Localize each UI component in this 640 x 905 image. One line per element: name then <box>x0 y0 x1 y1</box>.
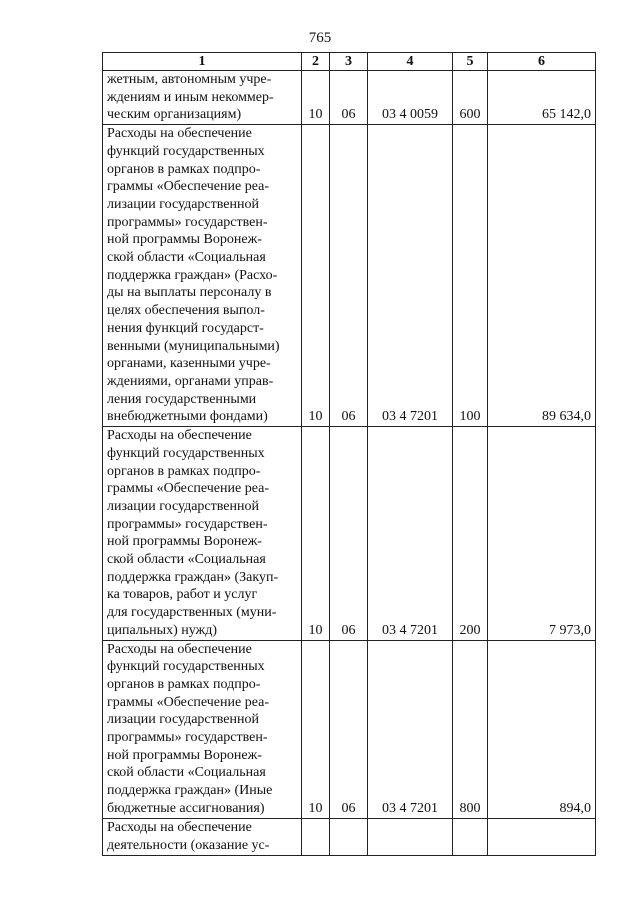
expense-type-code: 200 <box>453 427 488 640</box>
expense-type-code: 800 <box>453 640 488 818</box>
table-header-row <box>103 53 596 71</box>
description-line: органами, казенными учре- <box>107 356 271 372</box>
description-line: ческим организациям) <box>107 107 242 123</box>
target-article-code: 03 4 7201 <box>368 640 453 818</box>
header-col-3: 3 <box>330 53 368 71</box>
table-row <box>103 640 596 818</box>
description-line: функций государственных <box>107 659 265 675</box>
header-col-4: 4 <box>368 53 453 71</box>
description-line: лизации государственной <box>107 196 259 212</box>
description-line: венными (муниципальными) <box>107 338 280 354</box>
description-line: функций государственных <box>107 143 265 159</box>
row-description <box>103 71 302 125</box>
expense-type-code <box>453 818 488 855</box>
description-line: ципальных) нужд) <box>107 622 218 638</box>
description-line: для государственных (муни- <box>107 605 277 621</box>
description-line: ской области «Социальная <box>107 765 266 781</box>
description-line: Расходы на обеспечение <box>107 428 252 444</box>
row-description <box>103 640 302 818</box>
description-line: лизации государственной <box>107 498 259 514</box>
description-line: органов в рамках подпро- <box>107 161 261 177</box>
section-code: 10 <box>302 640 330 818</box>
description-line: программы» государствен- <box>107 214 268 230</box>
description-line: ной программы Воронеж- <box>107 534 262 550</box>
budget-table <box>102 52 596 856</box>
description-line: органов в рамках подпро- <box>107 676 261 692</box>
description-line: ной программы Воронеж- <box>107 232 262 248</box>
target-article-code: 03 4 0059 <box>368 71 453 125</box>
description-line: ка товаров, работ и услуг <box>107 587 258 603</box>
target-article-code: 03 4 7201 <box>368 125 453 427</box>
description-line: поддержка граждан» (Иные <box>107 783 273 799</box>
amount: 65 142,0 <box>488 71 596 125</box>
description-line: нения функций государст- <box>107 320 264 336</box>
description-line: функций государственных <box>107 445 265 461</box>
description-line: Расходы на обеспечение <box>107 641 252 657</box>
amount <box>488 818 596 855</box>
description-line: ской области «Социальная <box>107 552 266 568</box>
description-line: ной программы Воронеж- <box>107 747 262 763</box>
description-line: Расходы на обеспечение <box>107 126 252 142</box>
row-description <box>103 818 302 855</box>
description-line: жетным, автономным учре- <box>107 72 272 87</box>
description-line: ской области «Социальная <box>107 250 266 266</box>
description-line: граммы «Обеспечение реа- <box>107 694 269 710</box>
description-line: ды на выплаты персоналу в <box>107 285 272 301</box>
description-line: граммы «Обеспечение реа- <box>107 179 269 195</box>
header-col-5: 5 <box>453 53 488 71</box>
header-col-1: 1 <box>103 53 302 71</box>
amount: 7 973,0 <box>488 427 596 640</box>
description-line: ждениями, органами управ- <box>107 374 274 389</box>
table-row <box>103 71 596 125</box>
description-line: бюджетные ассигнования) <box>107 800 265 816</box>
description-line: ждениям и иным некоммер- <box>107 89 274 105</box>
row-description <box>103 125 302 427</box>
description-line: Расходы на обеспечение <box>107 820 252 836</box>
table-row <box>103 125 596 427</box>
page-number: 765 <box>308 30 332 46</box>
description-line: органов в рамках подпро- <box>107 463 261 479</box>
description-line: целях обеспечения выпол- <box>107 303 265 319</box>
target-article-code <box>368 818 453 855</box>
section-code: 10 <box>302 71 330 125</box>
expense-type-code: 600 <box>453 71 488 125</box>
description-line: поддержка граждан» (Закуп- <box>107 569 279 585</box>
subsection-code: 06 <box>330 125 368 427</box>
description-line: внебюджетными фондами) <box>107 409 268 425</box>
table-row <box>103 818 596 855</box>
description-line: программы» государствен- <box>107 516 268 532</box>
section-code: 10 <box>302 125 330 427</box>
table-row <box>103 427 596 640</box>
expense-type-code: 100 <box>453 125 488 427</box>
amount: 894,0 <box>488 640 596 818</box>
target-article-code: 03 4 7201 <box>368 427 453 640</box>
description-line: программы» государствен- <box>107 730 268 746</box>
description-line: лизации государственной <box>107 712 259 728</box>
section-code <box>302 818 330 855</box>
subsection-code: 06 <box>330 427 368 640</box>
description-line: ления государственными <box>107 391 257 407</box>
header-col-6: 6 <box>488 53 596 71</box>
amount: 89 634,0 <box>488 125 596 427</box>
description-line: граммы «Обеспечение реа- <box>107 481 269 497</box>
description-line: поддержка граждан» (Расхо- <box>107 267 278 283</box>
subsection-code <box>330 818 368 855</box>
subsection-code: 06 <box>330 640 368 818</box>
section-code: 10 <box>302 427 330 640</box>
subsection-code: 06 <box>330 71 368 125</box>
header-col-2: 2 <box>302 53 330 71</box>
description-line: деятельности (оказание ус- <box>107 837 270 853</box>
row-description <box>103 427 302 640</box>
